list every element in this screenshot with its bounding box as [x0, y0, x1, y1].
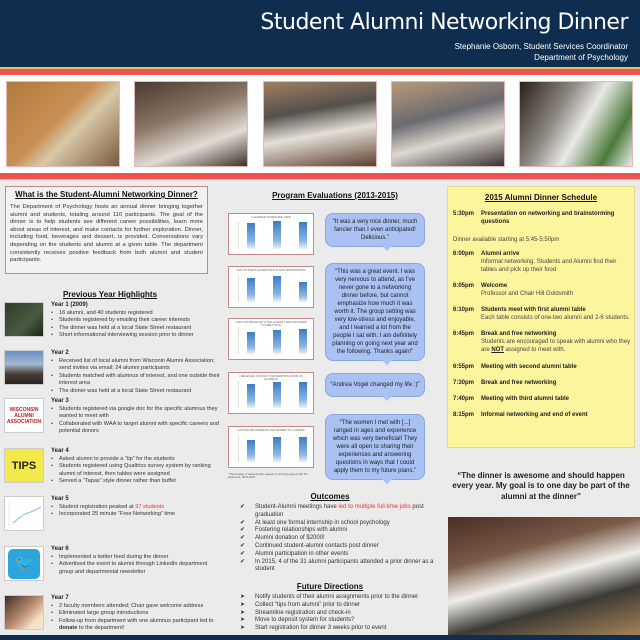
outcome-item: ✔ Continued student-alumni contacts post dinner: [240, 542, 379, 549]
quote-bubble-3: “Andrea Vogel changed my life :)”: [325, 373, 425, 397]
outcomes-list: [237, 504, 442, 574]
chart-axis: [233, 222, 239, 249]
outcome-item: [237, 535, 442, 543]
bar-2014: [273, 437, 281, 462]
year-title: Year 7: [51, 595, 69, 601]
tips-text: TIPS: [11, 459, 37, 472]
what-is-body: The Department of Psychology hosts an annual dinner bringing together alumni and students, totaling around 110 participants. The goal of the dinner is to help students see different career possibilities, learn more about areas of interest, and make contacts for further exploration. Dinner, including food, beverages and dessert, is provided. Conversations vary depending on the students and alumni at a given table. The department consistently receives positive feedback from both alumni and student participants.: [10, 204, 203, 264]
bar-2015: [299, 222, 307, 249]
dinner-hall-photo: [263, 81, 377, 167]
list-item: • Short informational interviewing session prior to dinner: [51, 332, 221, 339]
list-item: • The dinner was held at a local State Street restaurant: [51, 325, 221, 332]
schedule-heading: 2015 Alumni Dinner Schedule: [484, 193, 598, 202]
year-list: [51, 406, 221, 436]
list-item: • Student registration peaked at 97 students: [51, 504, 221, 511]
list-item: • Eliminated large group introductions: [51, 610, 221, 617]
future-item: ➤ Streamline registration and check-in: [240, 609, 351, 616]
list-item: • Served a “Tapas” style dinner rather than buffet: [51, 478, 221, 485]
donation-highlight: Alumni donation of $2000!: [255, 535, 325, 542]
schedule-time: 6:55pm: [453, 364, 475, 370]
list-item: • Students matched with alumnus of interest, and one outside their interest area: [51, 373, 221, 388]
schedule-desc: Students are encouraged to speak with alumni who they are NOT assigned to meet with.: [481, 338, 631, 353]
line-chart-icon: [5, 497, 45, 532]
buffet-photo: [519, 81, 633, 167]
arrow-icon: ➤: [240, 609, 246, 616]
year-list: [51, 310, 221, 340]
quote-bubble-1: “It was a very nice dinner, much fancier than I even anticipated! Delicious.”: [325, 213, 425, 247]
chart-title: I RECEIVED CONTACT INFORMATION FROM AN ALUMNUS: [239, 374, 303, 382]
check-icon: ✔: [240, 504, 246, 510]
check-icon: ✔: [240, 558, 246, 565]
highlights-heading: Previous Year Highlights: [62, 290, 158, 299]
bar-2015: [299, 282, 307, 302]
chart-title: THE STUDENT-ALUMNI MATCH WAS APPROPRIATE: [236, 268, 306, 272]
schedule-time: 8:15pm: [453, 412, 475, 418]
eval-chart-4: [228, 372, 314, 414]
state-street-image: [4, 350, 44, 385]
schedule-event: Break and free networking: [481, 380, 557, 386]
poster-footer: [0, 635, 640, 640]
bar-2014: [273, 221, 281, 249]
jobs-highlight: led to multiple full-time jobs: [338, 504, 411, 510]
bar-2013: [247, 278, 255, 302]
bar-2015: [299, 437, 307, 462]
schedule-time: 5:30pm: [453, 211, 475, 217]
list-item: • Advertised the event to alumni through LinkedIn department group and departmental newsletter: [51, 561, 221, 576]
year-list: [51, 554, 221, 576]
quote-bubble-2: “This was a great event. I was very nervous to attend, as I've never gone to a networking dinner before, but cannot emphasize how much it was worth it. The group setting was very low-stress and enjoyable, and I learned a lot from the people I sat with. I am definitely planning on going next year and the following. Thanks again!”: [325, 263, 425, 361]
networking-table-photo: [448, 517, 640, 637]
coffee-station-photo: [6, 81, 120, 167]
outcome-item: ✔ Student-Alumni meetings have led to multiple full-time jobs post graduation: [240, 504, 424, 518]
check-icon: ✔: [240, 550, 246, 557]
tips-note-image: [4, 448, 44, 483]
schedule-box: [447, 186, 635, 448]
photo-strip: [0, 75, 640, 175]
registration-line-chart: [4, 496, 44, 531]
poster-title: Student Alumni Networking Dinner: [260, 10, 628, 35]
list-item: • Collaborated with WAA to target alumni with specific careers and potential donors: [51, 421, 221, 436]
chart-axis: [233, 435, 239, 462]
outcome-item: ✔ In 2015, 4 of the 31 alumni participants attended a prior dinner as a student: [240, 558, 434, 573]
schedule-event: Alumni arrive: [481, 251, 520, 257]
year-title: Year 1 (2009): [51, 302, 88, 308]
eval-chart-1: [228, 213, 314, 255]
dinner-table-photo-1: [134, 81, 248, 167]
bar-2014: [273, 276, 281, 302]
outcomes-heading: Outcomes: [310, 492, 350, 501]
bar-2014: [273, 330, 281, 354]
idea-chalkboard-image: [4, 302, 44, 337]
year-list: [51, 358, 221, 395]
bar-2015: [299, 329, 307, 354]
check-icon: ✔: [240, 542, 246, 549]
arrow-icon: ➤: [240, 594, 246, 600]
eval-chart-5: [228, 426, 314, 468]
author-line: Stephanie Osborn, Student Services Coordinator: [454, 42, 628, 51]
list-item: • Implemented a twitter feed during the dinner: [51, 554, 221, 561]
chart-title: I LEARNED SOMETHING NEW: [251, 215, 291, 219]
check-icon: ✔: [240, 519, 246, 526]
list-item: • Students registered by emailing their career interests: [51, 317, 221, 324]
schedule-event: Presentation on networking and brainstorming questions: [481, 211, 615, 225]
chart-axis: [233, 275, 239, 302]
chart-title: I WOULD RECOMMEND THE DINNER TO A FRIEND: [237, 428, 305, 432]
arrow-icon: ➤: [240, 625, 246, 632]
schedule-time: 7:40pm: [453, 396, 475, 402]
list-item: • Students registered using Qualtrics survey system by ranking alumni of interest, then tables were assigned: [51, 463, 221, 478]
wisconsin-alumni-logo: [4, 398, 44, 433]
schedule-time: 6:05pm: [453, 283, 475, 289]
chart-axis: [233, 381, 239, 408]
dinner-table-photo-2: [391, 81, 505, 167]
arrow-icon: ➤: [240, 617, 246, 624]
check-icon: ✔: [240, 527, 246, 534]
year-list: [51, 603, 221, 633]
list-item: • Received list of local alumni from Wisconin Alumni Association; send invites via email; 24 alumni participants: [51, 358, 221, 373]
eval-chart-2: [228, 266, 314, 308]
schedule-event: Students meet with first alumni table: [481, 307, 586, 313]
year-list: [51, 456, 221, 486]
twitter-logo: [4, 546, 44, 581]
department-line: Department of Psychology: [534, 53, 628, 62]
list-item: • Asked alumni to provide a “tip” for the students: [51, 456, 221, 463]
schedule-event: Informal networking and end of event: [481, 412, 588, 418]
quote-bubble-4: “The women I met with [...] ranged in ages and experience which was very beneficial! They were all open to sharing their experiences and answering questions in ways that I could apply them to my future plans.”: [325, 414, 425, 480]
future-list: [237, 594, 442, 633]
year-list: [51, 504, 221, 519]
arrow-icon: ➤: [240, 601, 246, 608]
future-heading: Future Directions: [296, 582, 364, 591]
list-item: • Follow-up from department with one alumnus participant led to donate to the department!: [51, 618, 221, 633]
year-title: Year 6: [51, 546, 69, 552]
schedule-time: 6:45pm: [453, 331, 475, 337]
year-title: Year 2: [51, 350, 69, 356]
bar-2015: [299, 382, 307, 408]
schedule-note: Dinner available starting at 5:45-5:50pm: [453, 237, 560, 243]
schedule-time: 6:00pm: [453, 251, 475, 257]
bar-2014: [273, 382, 281, 408]
student-quote: “The dinner is awesome and should happen every year. My goal is to one day be part of the alumni at the dinner”: [452, 471, 630, 501]
handshake-image: [4, 595, 44, 630]
schedule-event: Welcome: [481, 283, 508, 289]
outcome-item: ✔ Alumni participation in other events: [240, 550, 349, 557]
peak-registration-highlight: 97 students: [135, 504, 165, 510]
schedule-time: 6:10pm: [453, 307, 475, 313]
bar-2013: [247, 332, 255, 354]
chart-footnote: * Percentage of students who agreed or strongly agreed with the statement, 2013-2015: [228, 472, 308, 480]
year-title: Year 4: [51, 448, 69, 454]
check-icon: ✔: [240, 535, 246, 542]
future-item: ➤ Move to deposit system for students?: [240, 617, 355, 624]
schedule-time: 7:30pm: [453, 380, 475, 386]
poster-header: [0, 0, 640, 67]
list-item: • The dinner was held at a local State Street restaurant: [51, 388, 221, 395]
outcome-item: ✔ Fostering relationships with alumni: [240, 527, 348, 534]
year-title: Year 5: [51, 496, 69, 502]
schedule-event: Meeting with third alumni table: [481, 396, 570, 402]
schedule-event: Break and free networking: [481, 331, 557, 337]
schedule-desc: Professor and Chair Hill Goldsmith: [481, 290, 574, 297]
schedule-desc: Informal networking. Students and Alumni find their tables and pick up their food: [481, 258, 617, 273]
list-item: • Incorporated 25 minute “Free Networking” time: [51, 511, 221, 518]
chart-axis: [233, 327, 239, 354]
list-item: • 16 alumni, and 40 students registered: [51, 310, 221, 317]
bar-2013: [247, 384, 255, 408]
chart-title: I WAS SATISFIED WITH THE ALUMNI I WAS ASSIGNED TO MEET WITH: [235, 320, 307, 328]
twitter-bird-icon: 🐦: [8, 549, 40, 579]
eval-chart-3: [228, 318, 314, 360]
donate-emphasis: donate: [59, 625, 78, 632]
year-title: Year 3: [51, 398, 69, 404]
bar-2013: [247, 223, 255, 249]
schedule-event: Meeting with second alumni table: [481, 364, 577, 370]
list-item: • Students registered via google doc for the specific alumnus they wanted to meet with: [51, 406, 221, 421]
evaluations-heading: Program Evaluations (2013-2015): [272, 191, 398, 200]
outcome-item: ✔ At least one formal internship in school psychology: [240, 519, 390, 526]
what-is-box: [5, 186, 208, 274]
bar-2013: [247, 440, 255, 462]
schedule-desc: Each table consists of one-two alumni and 2-6 students.: [481, 314, 630, 321]
logo-text: WISCONSIN ALUMNI ASSOCIATION: [6, 406, 42, 425]
future-item: ➤ Notify students of their alumni assignments prior to the dinner: [240, 594, 419, 600]
not-emphasis: NOT: [491, 346, 505, 353]
future-item: ➤ Start registration for dinner 3 weeks prior to event: [240, 625, 387, 632]
future-item: ➤ Collect “tips from alumni” prior to dinner: [240, 601, 361, 608]
what-is-heading: What is the Student-Alumni Networking Dinner?: [15, 190, 198, 199]
list-item: • 2 faculty members attended; Chair gave welcome address: [51, 603, 221, 610]
gold-divider-lower: [0, 179, 640, 180]
